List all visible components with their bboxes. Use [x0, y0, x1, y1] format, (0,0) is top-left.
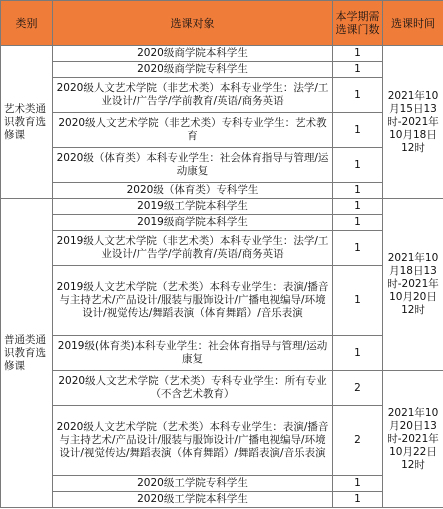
target-cell: 2020级商学院本科学生	[53, 46, 333, 62]
table-row	[1, 78, 443, 113]
table-row	[1, 231, 443, 266]
target-cell: 2020级人文艺术学院（艺术类）专科专业学生：所有专业（不含艺术教育）	[53, 371, 333, 406]
table-row	[1, 62, 443, 78]
count-cell: 1	[333, 199, 383, 215]
count-cell: 1	[333, 231, 383, 266]
count-cell: 1	[333, 476, 383, 492]
category-cell: 普通类通识教育选修课	[1, 199, 53, 508]
category-cell: 艺术类通识教育选修课	[1, 46, 53, 199]
count-cell: 1	[333, 336, 383, 371]
table-row	[1, 266, 443, 336]
count-cell: 1	[333, 148, 383, 183]
header-time: 选课时间	[383, 1, 443, 46]
table-row	[1, 46, 443, 62]
table-row	[1, 371, 443, 406]
header-row	[1, 1, 443, 46]
header-target: 选课对象	[53, 1, 333, 46]
table-row	[1, 406, 443, 476]
table-row	[1, 148, 443, 183]
count-cell: 1	[333, 62, 383, 78]
count-cell: 1	[333, 78, 383, 113]
time-cell: 2021年10月20日13时-2021年10月22日12时	[383, 371, 443, 508]
target-cell: 2020级工学院专科学生	[53, 476, 333, 492]
target-cell: 2020级（体育类）本科专业学生：社会体育指导与管理/运动康复	[53, 148, 333, 183]
count-cell: 1	[333, 183, 383, 199]
target-cell: 2019级商学院本科学生	[53, 215, 333, 231]
table-row	[1, 199, 443, 215]
count-cell: 1	[333, 46, 383, 62]
target-cell: 2019级人文艺术学院（非艺术类）本科专业学生：法学/工业设计/广告学/学前教育/英语/商务英语	[53, 231, 333, 266]
count-cell: 1	[333, 215, 383, 231]
target-cell: 2020级人文艺术学院（非艺术类）专科专业学生：艺术教育	[53, 113, 333, 148]
target-cell: 2020级人文艺术学院（艺术类）本科专业学生：表演/播音与主持艺术/产品设计/服装与服饰设计/广播电视编导/环境设计/视觉传达/舞蹈表演（体育舞蹈）/舞蹈表演/音乐表演	[53, 406, 333, 476]
count-cell: 2	[333, 406, 383, 476]
table-row	[1, 336, 443, 371]
target-cell: 2019级人文艺术学院（艺术类）本科专业学生：表演/播音与主持艺术/产品设计/服装与服饰设计/广播电视编导/环境设计/视觉传达/舞蹈表演（体育舞蹈）/音乐表演	[53, 266, 333, 336]
table-row	[1, 492, 443, 508]
target-cell: 2019级工学院本科学生	[53, 199, 333, 215]
count-cell: 1	[333, 113, 383, 148]
time-cell: 2021年10月18日13时-2021年10月20日12时	[383, 199, 443, 371]
target-cell: 2020级商学院专科学生	[53, 62, 333, 78]
table-row	[1, 183, 443, 199]
count-cell: 2	[333, 371, 383, 406]
target-cell: 2020级（体育类）专科学生	[53, 183, 333, 199]
count-cell: 1	[333, 266, 383, 336]
header-category: 类别	[1, 1, 53, 46]
target-cell: 2020级人文艺术学院（非艺术类）本科专业学生：法学/工业设计/广告学/学前教育/英语/商务英语	[53, 78, 333, 113]
time-cell: 2021年10月15日13时-2021年10月18日12时	[383, 46, 443, 199]
target-cell: 2019级(体育类)本科专业学生：社会体育指导与管理/运动康复	[53, 336, 333, 371]
table-row	[1, 113, 443, 148]
count-cell: 1	[333, 492, 383, 508]
table-row	[1, 476, 443, 492]
header-count: 本学期需选课门数	[333, 1, 383, 46]
table-row	[1, 215, 443, 231]
target-cell: 2020级工学院本科学生	[53, 492, 333, 508]
